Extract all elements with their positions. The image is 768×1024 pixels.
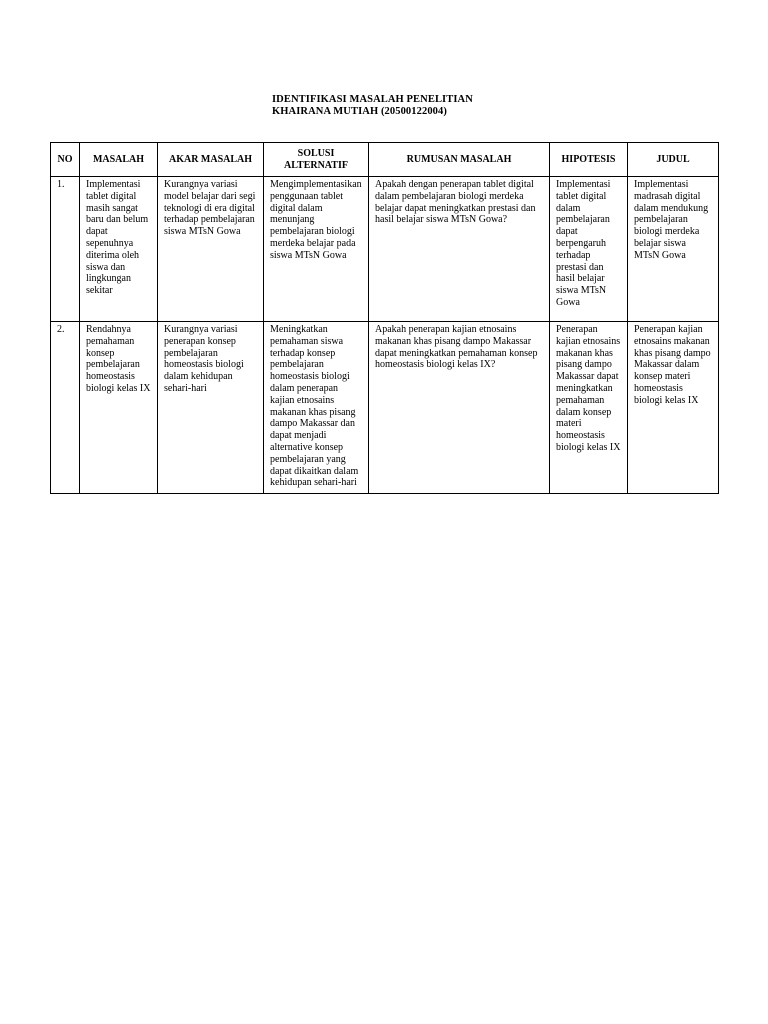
- column-header-akar-masalah: AKAR MASALAH: [158, 143, 264, 177]
- cell-akar-masalah: Kurangnya variasi penerapan konsep pembelajaran homeostasis biologi dalam kehidupan sehari-hari: [158, 322, 264, 494]
- cell-judul: Penerapan kajian etnosains makanan khas pisang dampo Makassar dalam konsep materi homeostasis biologi kelas IX: [628, 322, 719, 494]
- author-line: KHAIRANA MUTIAH (20500122004): [272, 106, 447, 117]
- column-header-judul: JUDUL: [628, 143, 719, 177]
- cell-no: 1.: [51, 177, 80, 322]
- cell-rumusan-masalah: Apakah penerapan kajian etnosains makanan khas pisang dampo Makassar dapat meningkatkan pemahaman konsep homeostasis biologi kelas IX?: [369, 322, 550, 494]
- table-row: [51, 322, 719, 494]
- cell-no: 2.: [51, 322, 80, 494]
- column-header-no: NO: [51, 143, 80, 177]
- research-problem-table: [50, 142, 719, 494]
- cell-masalah: Rendahnya pemahaman konsep pembelajaran homeostasis biologi kelas IX: [80, 322, 158, 494]
- column-header-masalah: MASALAH: [80, 143, 158, 177]
- cell-judul: Implementasi madrasah digital dalam mendukung pembelajaran biologi merdeka belajar siswa MTsN Gowa: [628, 177, 719, 322]
- cell-hipotesis: Implementasi tablet digital dalam pembelajaran dapat berpengaruh terhadap prestasi dan hasil belajar siswa MTsN Gowa: [550, 177, 628, 322]
- document-title: IDENTIFIKASI MASALAH PENELITIAN: [272, 94, 473, 105]
- column-header-hipotesis: HIPOTESIS: [550, 143, 628, 177]
- cell-hipotesis: Penerapan kajian etnosains makanan khas pisang dampo Makassar dapat meningkatkan pemahaman dalam konsep materi homeostasis biologi kelas IX: [550, 322, 628, 494]
- cell-rumusan-masalah: Apakah dengan penerapan tablet digital dalam pembelajaran biologi merdeka belajar dapat meningkatkan prestasi dan hasil belajar siswa MTsN Gowa?: [369, 177, 550, 322]
- document-header: [272, 94, 473, 118]
- cell-solusi-alternatif: Mengimplementasikan penggunaan tablet digital dalam menunjang pembelajaran biologi merdeka belajar pada siswa MTsN Gowa: [264, 177, 369, 322]
- cell-masalah: Implementasi tablet digital masih sangat baru dan belum dapat sepenuhnya diterima oleh siswa dan lingkungan sekitar: [80, 177, 158, 322]
- cell-akar-masalah: Kurangnya variasi model belajar dari segi teknologi di era digital terhadap pembelajaran siswa MTsN Gowa: [158, 177, 264, 322]
- table-row: [51, 177, 719, 322]
- column-header-solusi-alternatif: SOLUSI ALTERNATIF: [264, 143, 369, 177]
- table-header-row: [51, 143, 719, 177]
- cell-solusi-alternatif: Meningkatkan pemahaman siswa terhadap konsep pembelajaran homeostasis biologi dalam penerapan kajian etnosains makanan khas pisang dampo Makassar dan dapat menjadi alternative konsep pembelajaran yang dapat dikaitkan dalam kehidupan sehari-hari: [264, 322, 369, 494]
- column-header-rumusan-masalah: RUMUSAN MASALAH: [369, 143, 550, 177]
